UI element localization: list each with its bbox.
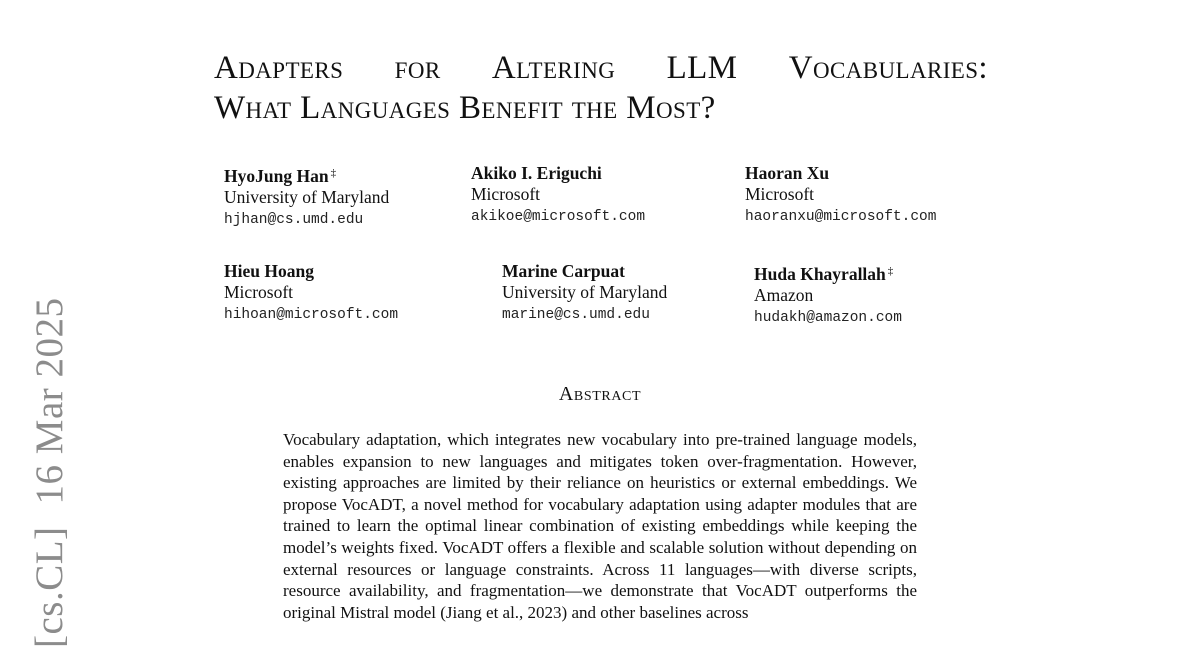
affiliation-mark: ‡ [330, 167, 337, 179]
author-block [224, 261, 398, 327]
author-block [471, 163, 645, 229]
author-block [502, 261, 667, 327]
author-email[interactable]: akikoe@microsoft.com [471, 209, 646, 225]
title-word: Adapters [214, 50, 344, 86]
title-word: Vocabularies: [788, 50, 988, 86]
author-email[interactable]: hihoan@microsoft.com [224, 307, 399, 323]
author-name: Huda Khayrallah ‡ [754, 264, 894, 284]
author-affiliation: Microsoft [471, 184, 541, 204]
title-line-1 [214, 48, 988, 88]
author-name: Hieu Hoang [224, 261, 314, 281]
author-email[interactable]: haoranxu@microsoft.com [745, 209, 937, 225]
author-block [224, 163, 389, 232]
author-affiliation: Amazon [754, 285, 814, 305]
author-affiliation: University of Maryland [502, 282, 668, 302]
author-affiliation: Microsoft [224, 282, 294, 302]
author-affiliation: University of Maryland [224, 187, 390, 207]
abstract-text: Vocabulary adaptation, which integrates new vocabulary into pre-trained language models, enables expansion to new languages and mitigates token over-fragmentation. However, existing approaches are limited by their reliance on heuristics or external embeddings. We propose VocADT, a novel method for vocabulary adaptation using adapter modules that are trained to learn the optimal linear combination of existing embeddings while keeping the model’s weights fixed. VocADT offers a flexible and scalable solution without depending on external resources or language constraints. Across 11 languages—with diverse scripts, resource availability, and fragmentation—we demonstrate that VocADT outperforms the original Mistral model (Jiang et al., 2023) and other baselines across [283, 430, 917, 622]
author-email[interactable]: hudakh@amazon.com [754, 310, 902, 326]
title-line-2: What Languages Benefit the Most? [214, 90, 716, 126]
author-affiliation: Microsoft [745, 184, 815, 204]
affiliation-mark: ‡ [887, 265, 894, 277]
author-name: Haoran Xu [745, 163, 830, 183]
author-name: Akiko I. Eriguchi [471, 163, 602, 183]
author-email[interactable]: marine@cs.umd.edu [502, 307, 650, 323]
arxiv-category: [cs.CL] [28, 526, 71, 648]
title-word: Altering [491, 50, 616, 86]
arxiv-date: 16 Mar 2025 [28, 297, 71, 505]
author-email[interactable]: hjhan@cs.umd.edu [224, 212, 364, 228]
title-word: for [394, 50, 441, 86]
author-name: Marine Carpuat [502, 261, 625, 281]
author-block [745, 163, 936, 229]
author-name: HyoJung Han ‡ [224, 166, 337, 186]
title-word: LLM [666, 50, 738, 86]
paper-title [214, 48, 994, 128]
abstract-heading: Abstract [558, 383, 642, 405]
arxiv-stamp [28, 297, 72, 648]
author-block [754, 261, 902, 330]
